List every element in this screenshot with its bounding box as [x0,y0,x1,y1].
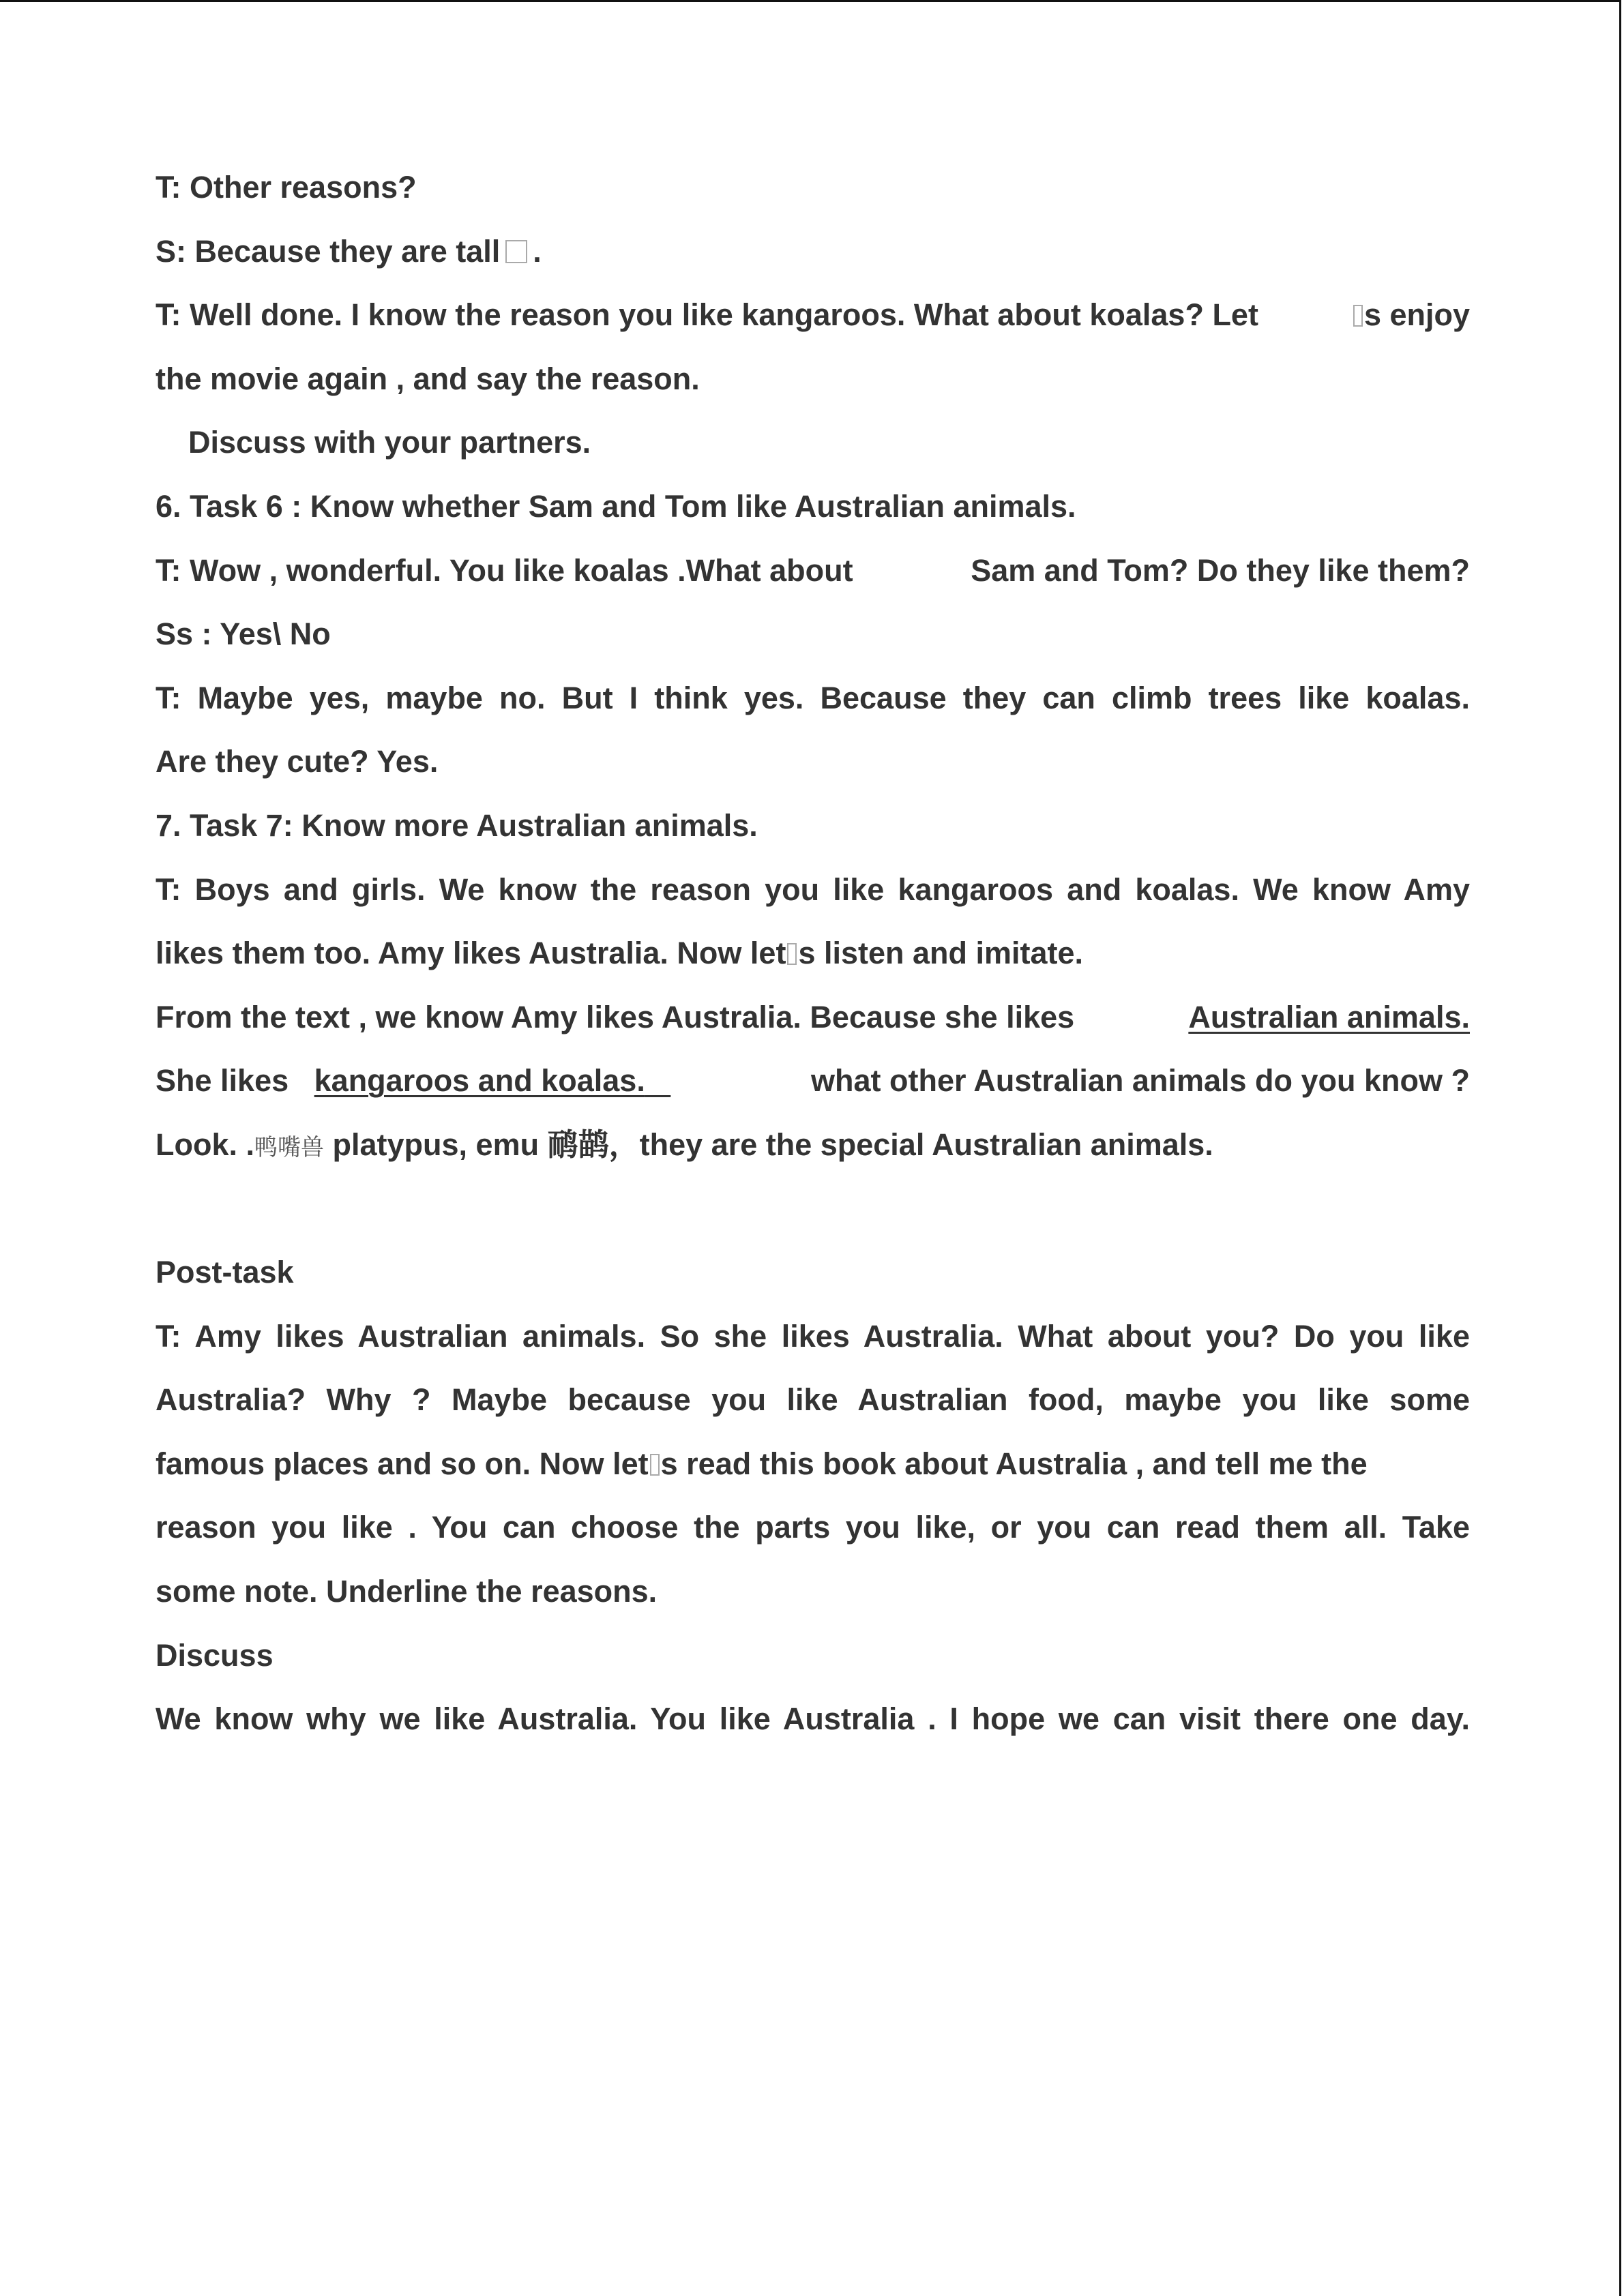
line-other-reasons: T: Other reasons? [156,170,417,205]
missing-glyph-box [1353,305,1363,327]
line-famous-places: famous places and so on. Now let s read this book about Australia , and tell me the [156,1446,1368,1481]
line-from-the-text: From the text , we know Amy likes Australia. Because she likes Australian animals. [156,985,1470,1049]
line-ss-yes-no: Ss : Yes\ No [156,616,331,652]
line-reason-you-like: reason you like . You can choose the parts you like, or you can read them all. Take [156,1510,1470,1545]
line-she-likes: She likes kangaroos and koalas. what other Australian animals do you know ? [156,1063,1470,1099]
missing-glyph-box [787,943,797,965]
line-boys-and-girls: T: Boys and girls. We know the reason you like kangaroos and koalas. We know Amy [156,871,1470,907]
line-some-note: some note. Underline the reasons. [156,1574,658,1609]
missing-glyph-box [505,240,527,263]
document-body [156,155,1470,1751]
line-amy-likes-australian-animals: T: Amy likes Australian animals. So she likes Australia. What about you? Do you like [156,1318,1470,1354]
heading-discuss: Discuss [156,1637,274,1673]
line-discuss-partners: Discuss with your partners. [188,425,591,460]
line-are-they-cute: Are they cute? Yes. [156,744,439,779]
line-because-tall: S: Because they are tall . [156,233,542,269]
line-likes-them-too: likes them too. Amy likes Australia. Now let s listen and imitate. [156,936,1084,971]
line-maybe-yes: T: Maybe yes, maybe no. But I think yes. Because they can climb trees like koalas. [156,680,1470,715]
line-we-know-why: We know why we like Australia. You like Australia . I hope we can visit there one day. [156,1701,1470,1737]
underlined-australian-animals: Australian animals. [1188,999,1470,1034]
heading-post-task: Post-task [156,1255,294,1290]
heading-task-6: 6. Task 6 : Know whether Sam and Tom like Australian animals. [156,488,1076,524]
underlined-kangaroos-koalas: kangaroos and koalas. [314,1063,645,1099]
heading-task-7: 7. Task 7: Know more Australian animals. [156,807,758,843]
missing-glyph-box [650,1454,660,1476]
line-movie-again: the movie again , and say the reason. [156,361,700,396]
line-australia-why: Australia? Why ? Maybe because you like Australian food, maybe you like some [156,1382,1470,1418]
line-look-animals: Look. .鸭嘴兽 platypus, emu 鸸鹋，they are the special Australian animals. [156,1126,1213,1163]
line-wow-wonderful: T: Wow , wonderful. You like koalas .What about Sam and Tom? Do they like them? [156,552,1470,588]
line-well-done: T: Well done. I know the reason you like kangaroos. What about koalas? Let s enjoy [156,297,1470,333]
blank-line [156,1177,1470,1241]
